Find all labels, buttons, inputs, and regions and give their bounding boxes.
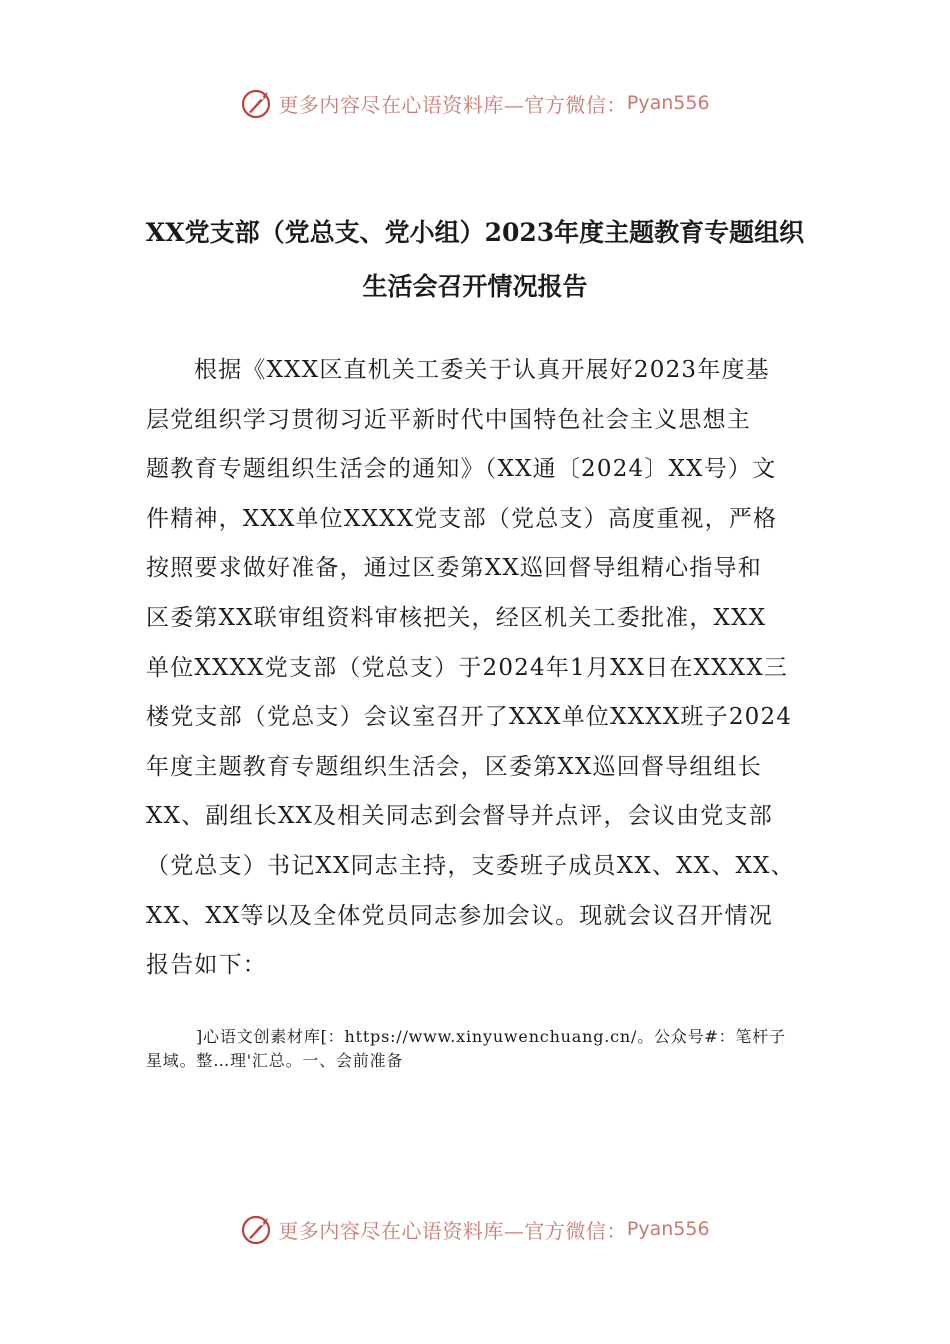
source-note — [146, 1025, 796, 1073]
body-line: XX、XX等以及全体党员同志参加会议。现就会议召开情况 — [146, 902, 773, 929]
footer-watermark — [0, 1212, 950, 1246]
body-line: XX、副组长XX及相关同志到会督导并点评，会议由党支部 — [146, 803, 773, 830]
title-line-1: XX党支部（党总支、党小组）2023年度主题教育专题组织 — [145, 218, 805, 247]
body-line: 层党组织学习贯彻习近平新时代中国特色社会主义思想主 — [146, 406, 751, 433]
body-line: 区委第XX联审组资料审核把关，经区机关工委批准，XXX — [146, 604, 767, 631]
body-line: （党总支）书记XX同志主持，支委班子成员XX、XX、XX、 — [146, 852, 795, 879]
body-line: 报告如下： — [146, 952, 267, 979]
document-title — [120, 206, 830, 314]
pen-nib-logo-icon — [240, 1212, 274, 1246]
body-line: 根据《XXX区直机关工委关于认真开展好2023年度基 — [194, 357, 770, 383]
watermark-text: 更多内容尽在心语资料库—官方微信： — [278, 92, 627, 117]
body-line: 按照要求做好准备，通过区委第XX巡回督导组精心指导和 — [146, 555, 762, 582]
body-paragraph — [146, 346, 796, 991]
body-line: 单位XXXX党支部（党总支）于2024年1月XX日在XXXX三 — [146, 654, 789, 681]
body-line: 件精神，XXX单位XXXX党支部（党总支）高度重视，严格 — [146, 505, 778, 532]
header-watermark — [0, 86, 950, 120]
watermark-text: 更多内容尽在心语资料库—官方微信： — [278, 1218, 627, 1243]
source-note-line-2: 星域。整…理'汇总。一、会前准备 — [146, 1051, 404, 1070]
source-note-line-1: ]心语文创素材库[：https://www.xinyuwenchuang.cn/。公众号#：笔杆子 — [196, 1027, 786, 1046]
title-line-2: 生活会召开情况报告 — [362, 272, 588, 301]
pen-nib-logo-icon — [240, 86, 274, 120]
body-line: 年度主题教育专题组织生活会，区委第XX巡回督导组组长 — [146, 753, 762, 780]
watermark-wechat-id: Pyan556 — [626, 1218, 710, 1240]
body-line: 题教育专题组织生活会的通知》（XX通〔2024〕XX号）文 — [146, 456, 777, 483]
body-line: 楼党支部（党总支）会议室召开了XXX单位XXXX班子2024 — [146, 704, 793, 731]
watermark-wechat-id: Pyan556 — [626, 92, 710, 114]
